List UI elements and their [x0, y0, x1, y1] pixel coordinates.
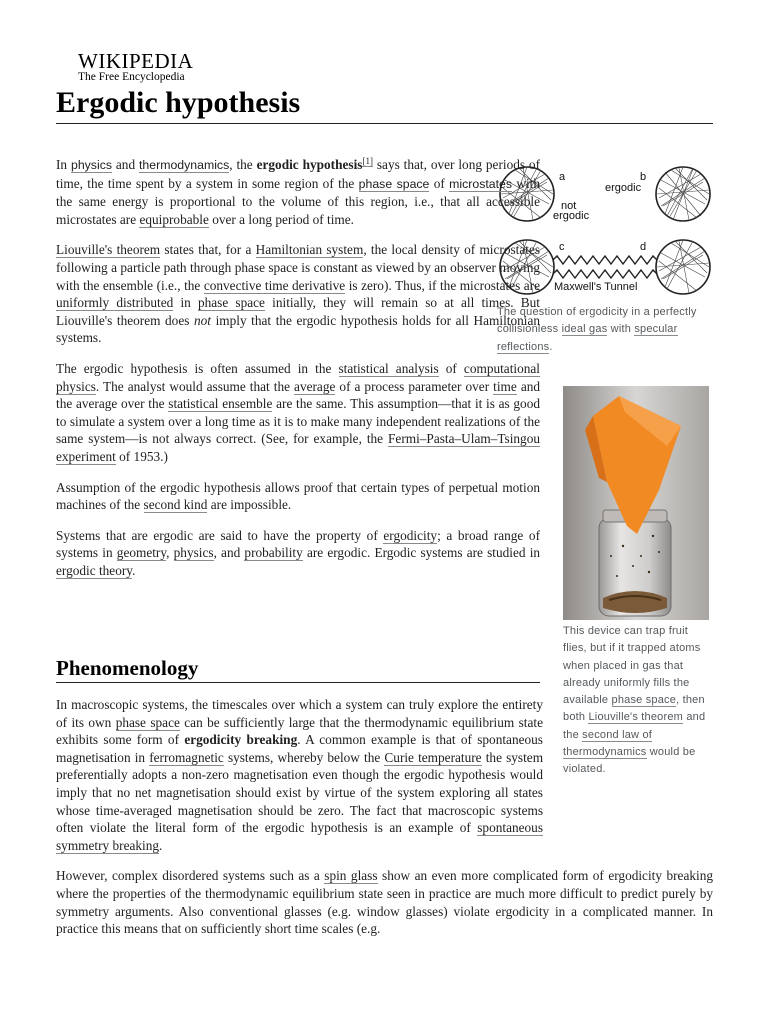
- paragraph-spin-glass: [56, 867, 713, 937]
- text: , the local density of microstates following a particle path through phase space is constant as viewed by an observer moving with the ensemble (i.e., the: [56, 242, 541, 293]
- link-physics[interactable]: physics: [70, 158, 112, 172]
- paragraph-statistical-analysis: [56, 360, 540, 466]
- link-spontaneous-symmetry-breaking[interactable]: spontaneous symmetry breaking: [56, 820, 543, 853]
- text: of: [445, 360, 457, 376]
- label-not: not: [561, 200, 577, 212]
- link-specular-reflections[interactable]: specular reflections: [497, 323, 678, 353]
- text: ,: [166, 545, 170, 561]
- text: In macroscopic systems, the timescales over which a system can truly explore the entirety of its own: [56, 697, 543, 730]
- wikipedia-logo[interactable]: [78, 50, 193, 83]
- link-time[interactable]: time: [493, 378, 517, 394]
- text: Assumption of the ergodic hypothesis allows proof that certain types of perpetual motion machines of the: [56, 479, 540, 513]
- link-liouvilles-theorem[interactable]: Liouville's theorem: [588, 711, 684, 724]
- link-phase-space[interactable]: phase space: [358, 176, 430, 191]
- link-ferromagnetic[interactable]: ferromagnetic: [149, 749, 224, 765]
- wikipedia-tagline: The Free Encyclopedia: [78, 71, 185, 83]
- link-thermodynamics[interactable]: thermodynamics: [139, 158, 230, 172]
- text: imply that the ergodic hypothesis holds for all Hamiltonian systems.: [56, 312, 540, 346]
- caption-text: with: [610, 323, 632, 336]
- link-curie-temperature[interactable]: Curie temperature: [384, 749, 482, 765]
- text: The ergodic hypothesis is often assumed in the: [56, 360, 332, 376]
- label-ergodic-b: ergodic: [605, 182, 642, 194]
- link-fermi-pasta-ulam-tsingou[interactable]: Fermi–Pasta–Ulam–Tsingou experiment: [56, 431, 540, 464]
- text: and the average over the: [56, 378, 541, 412]
- link-ergodic-theory[interactable]: ergodic theory: [56, 562, 133, 578]
- text: is zero). Thus, if the microstates are: [348, 277, 541, 293]
- paragraph-intro: [56, 156, 540, 228]
- link-average[interactable]: average: [294, 378, 336, 394]
- text: systems, whereby below the: [227, 749, 381, 765]
- text: of 1953.): [119, 448, 168, 464]
- text: can be sufficiently large that the thermodynamic equilibrium state exhibits some form of: [56, 714, 543, 748]
- link-ergodicity[interactable]: ergodicity: [383, 527, 438, 543]
- link-ideal-gas[interactable]: ideal gas: [561, 323, 608, 336]
- paragraph-liouville: [56, 241, 540, 347]
- tunnel-bottom: [553, 270, 657, 278]
- wikipedia-wordmark: WIKIPEDIA: [78, 49, 194, 73]
- text: of: [433, 175, 445, 191]
- text: and: [115, 157, 136, 172]
- tunnel-top: [553, 256, 657, 264]
- label-c: c: [559, 241, 565, 253]
- article-body-lead: [56, 156, 540, 592]
- text: are ergodic. Ergodic systems are studied in: [306, 545, 541, 561]
- section-heading-phenomenology: Phenomenology: [56, 654, 540, 683]
- paragraph-ergodicity: [56, 527, 540, 580]
- text: are the same. This assumption—that it is as good to simulate a system over a long time as it is to make many independent realizations of the same system—is not always correct. (See, for example, the: [56, 396, 540, 447]
- bold-term: ergodic hypothesis: [256, 157, 363, 172]
- link-phase-space[interactable]: phase space: [611, 694, 677, 707]
- link-hamiltonian-system[interactable]: Hamiltonian system: [255, 242, 364, 258]
- fruit-fly-trap-photo[interactable]: [563, 386, 709, 620]
- link-uniformly-distributed[interactable]: uniformly distributed: [56, 295, 174, 311]
- link-equiprobable[interactable]: equiprobable: [139, 211, 209, 227]
- caption-text: and the: [563, 711, 706, 741]
- link-second-law[interactable]: second law of thermodynamics: [563, 728, 653, 759]
- text: , the: [229, 157, 253, 172]
- link-computational-physics[interactable]: computational physics: [56, 360, 540, 394]
- text: says that, over long periods of time, the time spent by a system in some region of the: [56, 157, 541, 191]
- label-ergodic-a: ergodic: [553, 210, 590, 222]
- caption-text: This device can trap fruit flies, but if it trapped atoms when placed in gas that already uniformly fills the available: [563, 625, 701, 707]
- reference-1[interactable]: [1]: [362, 155, 373, 166]
- link-physics[interactable]: physics: [173, 545, 214, 561]
- text: initially, they will remain so at all times. But Liouville's theorem does: [56, 295, 540, 328]
- label-b: b: [640, 171, 647, 183]
- link-geometry[interactable]: geometry: [116, 545, 167, 561]
- article-body-phenomenology: [56, 696, 713, 951]
- label-a: a: [559, 171, 566, 183]
- link-phase-space[interactable]: phase space: [197, 295, 265, 311]
- link-phase-space[interactable]: phase space: [115, 714, 180, 730]
- text: . The analyst would assume that the: [95, 378, 291, 394]
- bold-term: ergodicity breaking: [184, 732, 298, 748]
- text: of a process parameter over: [339, 378, 490, 394]
- caption-text: .: [549, 340, 553, 353]
- text: ; a broad range of systems in: [56, 527, 541, 561]
- link-convective-time-derivative[interactable]: convective time derivative: [203, 277, 346, 293]
- text: In: [56, 157, 68, 172]
- link-statistical-ensemble[interactable]: statistical ensemble: [168, 396, 273, 412]
- text: show an even more complicated form of ergodicity breaking where the properties of the thermodynamic equilibrium state seen in practice are much more difficult to predict purely by symmetry arguments. Also conventional glasses (e.g. window glasses) violate ergodicity in a complicated manner. In practice this means that on sufficiently short time scales (e.g.: [56, 868, 714, 937]
- paragraph-perpetual-motion: [56, 479, 540, 514]
- label-maxwells-tunnel: Maxwell's Tunnel: [554, 281, 638, 293]
- link-microstates[interactable]: microstates: [449, 176, 513, 191]
- text: the system preferentially adopts a non-zero magnetisation even though the ergodic hypothesis would imply that no net magnetisation should exist by virtue of the system exploring all states whose time-averaged magnetisation should be zero. The fact that macroscopic systems often violate the literal form of the ergodic hypothesis is an example of: [56, 749, 544, 836]
- text: However, complex disordered systems such as a: [56, 868, 320, 884]
- text: with the same energy is proportional to the volume of this region, i.e., that all accessible microstates are: [56, 175, 540, 227]
- text: are impossible.: [210, 497, 292, 513]
- text: in: [180, 295, 191, 311]
- emphasis: not: [194, 312, 211, 328]
- caption-text: The question of ergodicity in a perfectly collisionless: [497, 306, 697, 336]
- text: .: [132, 562, 136, 578]
- link-liouvilles-theorem[interactable]: Liouville's theorem: [56, 242, 161, 258]
- link-spin-glass[interactable]: spin glass: [324, 868, 378, 884]
- text: states that, for a: [164, 242, 252, 258]
- page-title: Ergodic hypothesis: [56, 84, 713, 124]
- text: .: [159, 837, 163, 853]
- text: . A common example is that of spontaneous magnetisation in: [56, 732, 543, 765]
- link-second-kind[interactable]: second kind: [143, 497, 208, 513]
- float-spacer: [543, 696, 713, 836]
- link-statistical-analysis[interactable]: statistical analysis: [338, 360, 439, 376]
- label-d: d: [640, 241, 647, 253]
- text: , and: [213, 545, 241, 561]
- text: over a long period of time.: [212, 211, 354, 227]
- link-probability[interactable]: probability: [244, 545, 303, 561]
- caption-text: , then both: [563, 694, 705, 724]
- caption-text: would be violated.: [563, 746, 696, 776]
- text: Systems that are ergodic are said to have the property of: [56, 527, 378, 543]
